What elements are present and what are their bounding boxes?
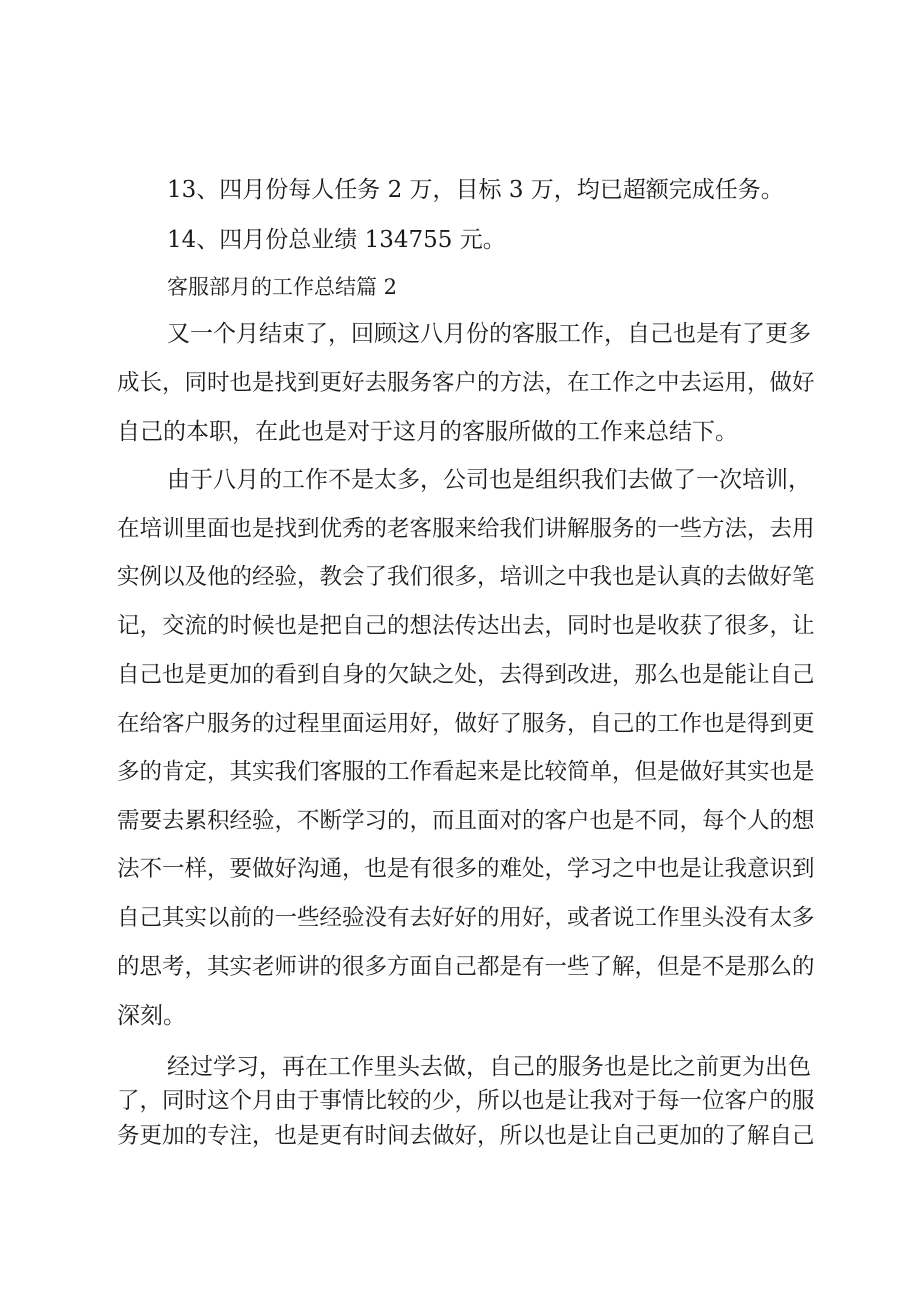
section-title: 客服部月的工作总结篇 2 xyxy=(167,275,398,299)
paragraph-line: 法不一样，要做好沟通，也是有很多的难处，学习之中也是让我意识到 xyxy=(117,856,815,882)
paragraph-line: 又一个月结束了，回顾这八月份的客服工作，自己也是有了更多 xyxy=(167,321,811,347)
paragraph-line: 自己其实以前的一些经验没有去好好的用好，或者说工作里头没有太多 xyxy=(117,905,815,931)
paragraph-line: 记，交流的时候也是把自己的想法传达出去，同时也是收获了很多，让 xyxy=(117,613,815,639)
paragraph-line: 实例以及他的经验，教会了我们很多，培训之中我也是认真的去做好笔 xyxy=(117,564,815,590)
list-item: 14、四月份总业绩 134755 元。 xyxy=(167,227,506,253)
paragraph-line: 在给客户服务的过程里面运用好，做好了服务，自己的工作也是得到更 xyxy=(117,711,815,737)
paragraph-line: 由于八月的工作不是太多，公司也是组织我们去做了一次培训， xyxy=(167,467,811,493)
paragraph-line: 的思考，其实老师讲的很多方面自己都是有一些了解，但是不是那么的 xyxy=(117,954,815,980)
paragraph-line: 经过学习，再在工作里头去做，自己的服务也是比之前更为出色 xyxy=(167,1054,811,1080)
paragraph-line: 自己的本职，在此也是对于这月的客服所做的工作来总结下。 xyxy=(117,419,738,445)
paragraph-line: 深刻。 xyxy=(117,1003,186,1029)
paragraph-line: 在培训里面也是找到优秀的老客服来给我们讲解服务的一些方法，去用 xyxy=(117,516,815,542)
paragraph-line: 成长，同时也是找到更好去服务客户的方法，在工作之中去运用，做好 xyxy=(117,370,815,396)
paragraph-line: 多的肯定，其实我们客服的工作看起来是比较简单，但是做好其实也是 xyxy=(117,759,815,785)
list-item: 13、四月份每人任务 2 万，目标 3 万，均已超额完成任务。 xyxy=(167,177,784,203)
paragraph-line: 自己也是更加的看到自身的欠缺之处，去得到改进，那么也是能让自己 xyxy=(117,662,815,688)
paragraph-line: 需要去累积经验，不断学习的，而且面对的客户也是不同，每个人的想 xyxy=(117,808,815,834)
paragraph-line: 务更加的专注，也是更有时间去做好，所以也是让自己更加的了解自己 xyxy=(117,1123,815,1149)
paragraph-line: 了，同时这个月由于事情比较的少，所以也是让我对于每一位客户的服 xyxy=(117,1088,815,1114)
